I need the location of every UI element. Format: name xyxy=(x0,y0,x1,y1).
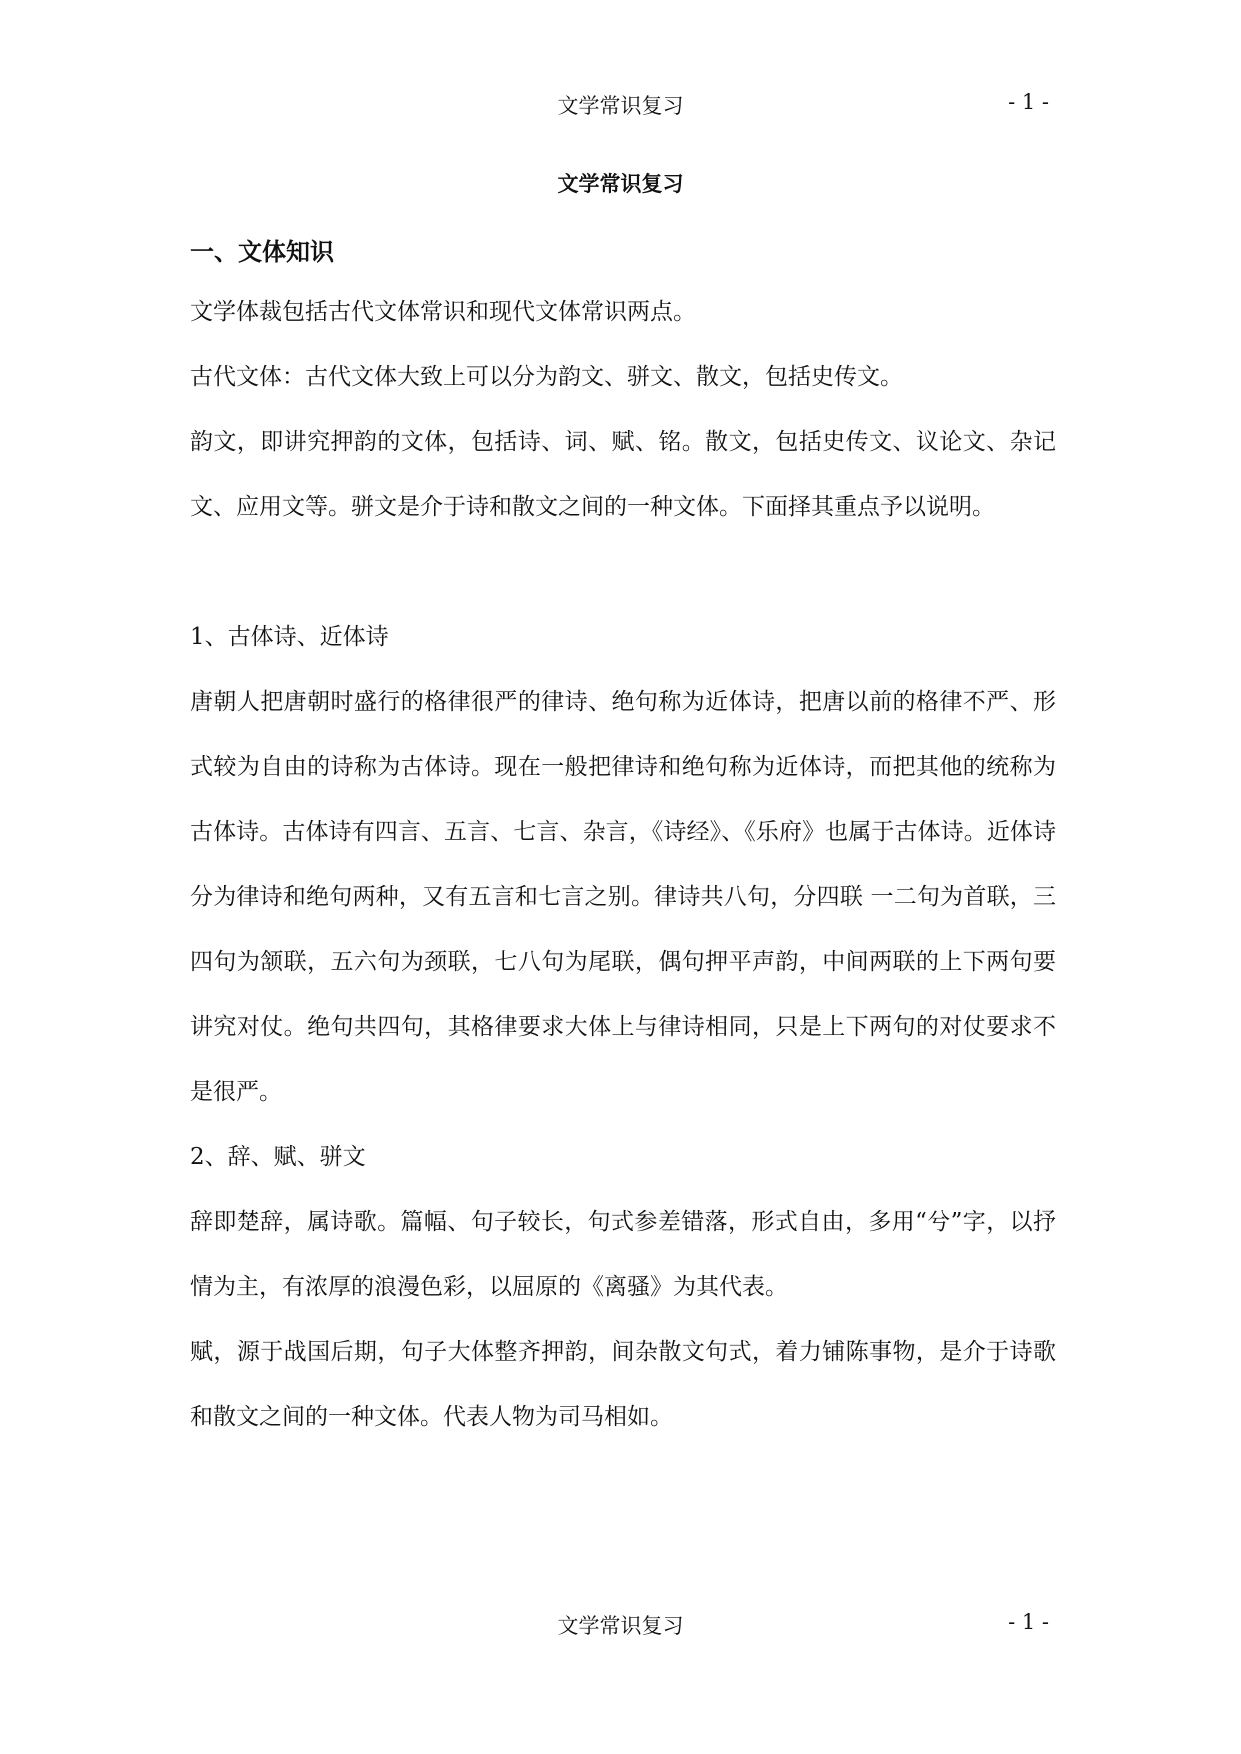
page-header xyxy=(0,84,1241,124)
paragraph-chuci: 辞即楚辞，属诗歌。篇幅、句子较长，句式参差错落，形式自由，多用“兮”字，以抒情为主，有浓厚的浪漫色彩，以屈原的《离骚》为其代表。 xyxy=(190,1209,1056,1300)
subheading-ci-fu-pianwen: 2、辞、赋、骈文 xyxy=(190,1144,366,1170)
page-footer xyxy=(0,1604,1241,1644)
paragraph-fu: 赋，源于战国后期，句子大体整齐押韵，间杂散文句式，着力铺陈事物，是介于诗歌和散文之间的一种文体。代表人物为司马相如。 xyxy=(190,1339,1056,1430)
footer-page-number: - 1 - xyxy=(1008,1610,1049,1634)
paragraph-ancient-styles: 古代文体：古代文体大致上可以分为韵文、骈文、散文，包括史传文。 xyxy=(190,364,903,390)
paragraph-intro: 文学体裁包括古代文体常识和现代文体常识两点。 xyxy=(190,299,696,325)
header-page-number: - 1 - xyxy=(1008,90,1049,114)
document-title: 文学常识复习 xyxy=(557,171,684,196)
subheading-poetry: 1、古体诗、近体诗 xyxy=(190,624,389,650)
paragraph-rhymed-prose: 韵文，即讲究押韵的文体，包括诗、词、赋、铭。散文，包括史传文、议论文、杂记文、应用文等。骈文是介于诗和散文之间的一种文体。下面择其重点予以说明。 xyxy=(190,429,1056,520)
footer-running-title: 文学常识复习 xyxy=(557,1614,684,1638)
paragraph-poetry: 唐朝人把唐朝时盛行的格律很严的律诗、绝句称为近体诗，把唐以前的格律不严、形式较为自由的诗称为古体诗。现在一般把律诗和绝句称为近体诗，而把其他的统称为古体诗。古体诗有四言、五言、七言、杂言，《诗经》、《乐府》也属于古体诗。近体诗分为律诗和绝句两种，又有五言和七言之别。律诗共八句，分四联 一二句为首联，三四句为颔联，五六句为颈联，七八句为尾联，偶句押平声韵，中间两联的上下两句要讲究对仗。绝句共四句，其格律要求大体上与律诗相同，只是上下两句的对仗要求不是很严。 xyxy=(190,689,1056,1105)
section-heading: 一、文体知识 xyxy=(190,237,334,266)
header-running-title: 文学常识复习 xyxy=(557,94,684,118)
